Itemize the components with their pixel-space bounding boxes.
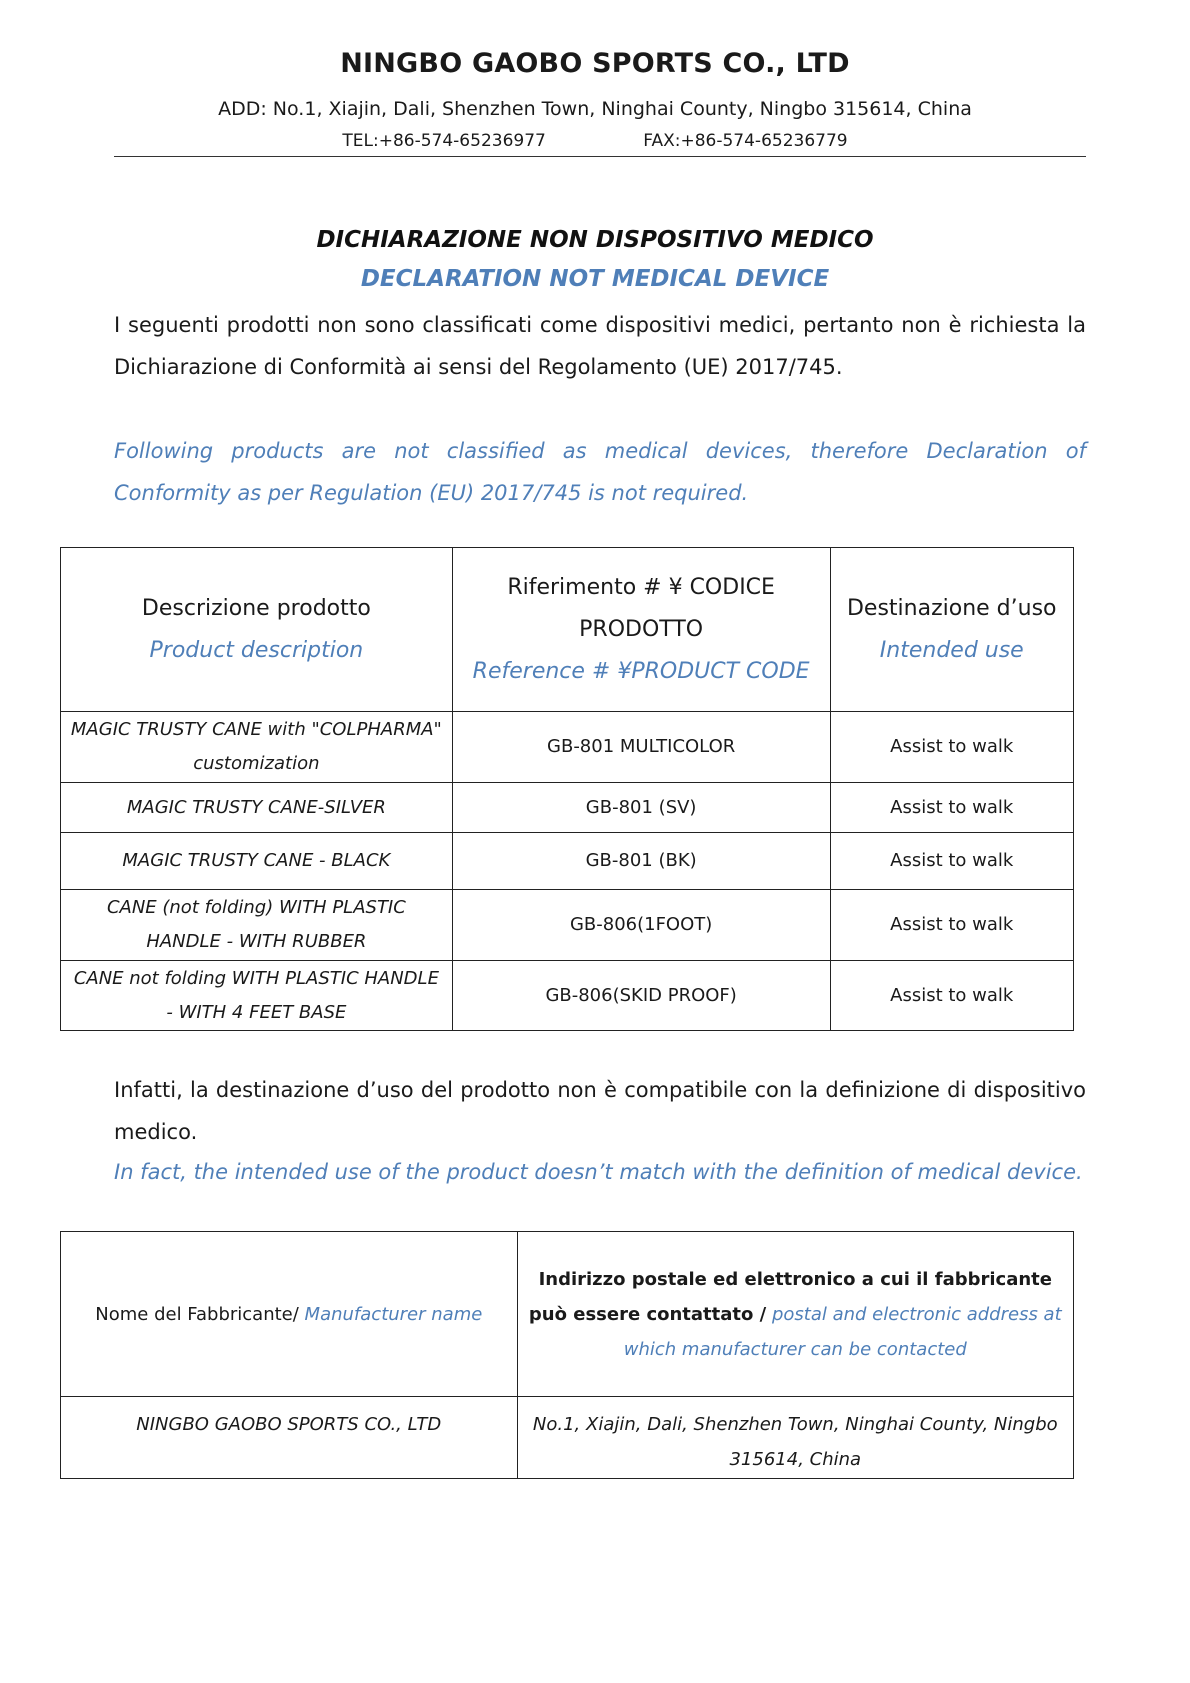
company-contacts — [0, 131, 1190, 151]
table-row — [61, 961, 1074, 1031]
product-use: Assist to walk — [830, 833, 1074, 890]
product-code: GB-806(1FOOT) — [452, 890, 830, 961]
product-code: GB-801 (BK) — [452, 833, 830, 890]
manufacturer-table-header — [61, 1232, 1074, 1397]
product-description: MAGIC TRUSTY CANE with "COLPHARMA" customization — [61, 712, 453, 783]
header-code-en: Reference # ¥PRODUCT CODE — [472, 658, 810, 684]
header-use-en: Intended use — [879, 637, 1024, 663]
product-description: MAGIC TRUSTY CANE - BLACK — [61, 833, 453, 890]
table-row — [61, 1397, 1074, 1479]
header-description-en: Product description — [149, 637, 364, 663]
header-name-it: Nome del Fabbricante/ — [95, 1303, 299, 1325]
header-address-en: postal and electronic address at which manufacturer can be contacted — [623, 1303, 1062, 1360]
header-description-it: Descrizione prodotto — [141, 595, 371, 621]
product-code: GB-801 (SV) — [452, 783, 830, 833]
products-table-header — [61, 548, 1074, 712]
manufacturer-table — [60, 1231, 1074, 1479]
title-english: DECLARATION NOT MEDICAL DEVICE — [360, 266, 830, 292]
conclusion-italian: Infatti, la destinazione d’uso del prodotto non è compatibile con la definizione di dispositivo medico. — [114, 1078, 1086, 1144]
telephone: TEL:+86-574-65236977 — [342, 131, 546, 151]
header-code — [452, 548, 830, 712]
product-description: MAGIC TRUSTY CANE-SILVER — [61, 783, 453, 833]
header-use — [830, 548, 1074, 712]
product-use: Assist to walk — [830, 890, 1074, 961]
table-row — [61, 833, 1074, 890]
header-code-it: Riferimento # ¥ CODICE PRODOTTO — [507, 574, 775, 642]
intro-italian: I seguenti prodotti non sono classificati come dispositivi medici, pertanto non è richiesta la Dichiarazione di Conformità ai sensi del Regolamento (UE) 2017/745. — [114, 313, 1086, 379]
product-code: GB-806(SKID PROOF) — [452, 961, 830, 1031]
product-description: CANE (not folding) WITH PLASTIC HANDLE - WITH RUBBER — [61, 890, 453, 961]
header-divider — [114, 156, 1086, 157]
product-use: Assist to walk — [830, 961, 1074, 1031]
table-row — [61, 890, 1074, 961]
header-description — [61, 548, 453, 712]
header-address-it: Indirizzo postale ed elettronico a cui il fabbricante può essere contattato / — [528, 1268, 1052, 1325]
product-use: Assist to walk — [830, 783, 1074, 833]
header-manufacturer-name — [61, 1232, 518, 1397]
table-row — [61, 712, 1074, 783]
intro-english: Following products are not classified as medical devices, therefore Declaration of Conformity as per Regulation (EU) 2017/745 is not required. — [114, 439, 1086, 505]
product-description: CANE not folding WITH PLASTIC HANDLE - WITH 4 FEET BASE — [61, 961, 453, 1031]
fax: FAX:+86-574-65236779 — [643, 131, 848, 151]
header-name-en: Manufacturer name — [304, 1303, 483, 1325]
product-use: Assist to walk — [830, 712, 1074, 783]
products-table — [60, 547, 1074, 1031]
company-name: NINGBO GAOBO SPORTS CO., LTD — [340, 48, 850, 79]
header-use-it: Destinazione d’uso — [846, 595, 1057, 621]
title-italian: DICHIARAZIONE NON DISPOSITIVO MEDICO — [316, 227, 874, 253]
table-row — [61, 783, 1074, 833]
company-address: ADD: No.1, Xiajin, Dali, Shenzhen Town, Ninghai County, Ningbo 315614, China — [218, 98, 972, 120]
product-code: GB-801 MULTICOLOR — [452, 712, 830, 783]
header-manufacturer-address — [517, 1232, 1073, 1397]
manufacturer-name: NINGBO GAOBO SPORTS CO., LTD — [61, 1397, 518, 1479]
conclusion-english: In fact, the intended use of the product doesn’t match with the definition of medical device. — [114, 1160, 1083, 1184]
manufacturer-address: No.1, Xiajin, Dali, Shenzhen Town, Ninghai County, Ningbo 315614, China — [517, 1397, 1073, 1479]
